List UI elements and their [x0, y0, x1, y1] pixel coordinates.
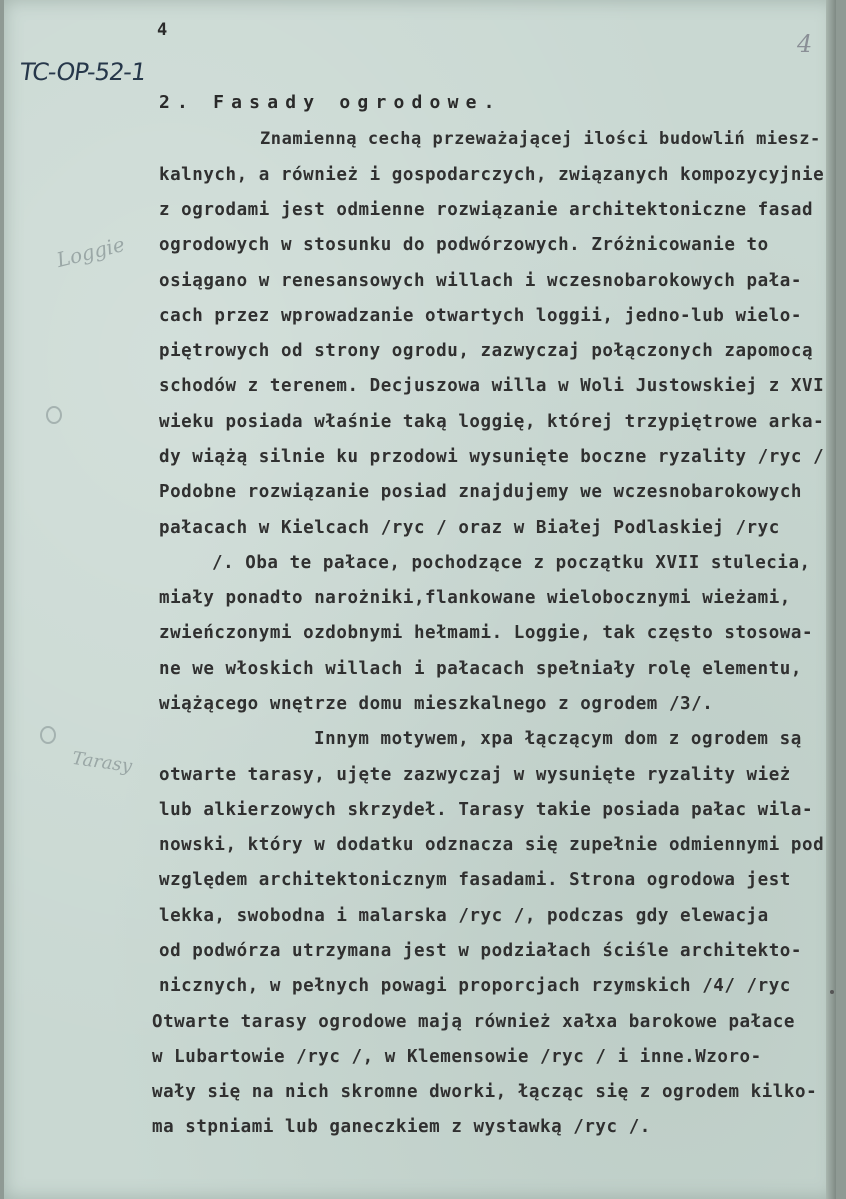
margin-circle-mark — [46, 406, 62, 424]
text-line: osiągano w renesansowych willach i wczesnobarokowych pała- — [159, 271, 802, 291]
text-line: Znamienną cechą przeważającej ilości budowliń miesz- — [260, 129, 821, 149]
text-line: lekka, swobodna i malarska /ryc /, podczas gdy elewacja — [159, 906, 769, 926]
text-line: w Lubartowie /ryc /, w Klemensowie /ryc / i inne.Wzoro- — [152, 1047, 762, 1067]
text-line: wiążącego wnętrze domu mieszkalnego z ogrodem /3/. — [159, 694, 714, 714]
margin-dot — [830, 990, 834, 994]
text-line: cach przez wprowadzanie otwartych loggii, jedno-lub wielo- — [159, 306, 802, 326]
text-line: Otwarte tarasy ogrodowe mają również xałxa barokowe pałace — [152, 1012, 795, 1032]
margin-note-tarasy: Tarasy — [70, 747, 134, 778]
text-line: /. Oba te pałace, pochodzące z początku XVII stulecia, — [212, 553, 811, 573]
margin-circle-mark — [40, 726, 56, 744]
text-line: z ogrodami jest odmienne rozwiązanie architektoniczne fasad — [159, 200, 814, 220]
text-line: Podobne rozwiązanie posiad znajdujemy we wczesnobarokowych — [159, 482, 802, 502]
folio-number: 4 — [797, 30, 813, 58]
text-line: schodów z terenem. Decjuszowa willa w Woli Justowskiej z XVI — [159, 376, 825, 396]
text-line: wieku posiada właśnie taką loggię, której trzypiętrowe arka- — [159, 412, 825, 432]
text-line: ogrodowych w stosunku do podwórzowych. Zróżnicowanie to — [159, 235, 769, 255]
page-edge-shadow — [826, 0, 836, 1199]
text-line: dy wiążą silnie ku przodowi wysunięte boczne ryzality /ryc / — [159, 447, 825, 467]
text-line: nowski, który w dodatku odznacza się zupełnie odmiennymi pod — [159, 835, 825, 855]
text-line: wały się na nich skromne dworki, łącząc się z ogrodem kilko- — [152, 1082, 818, 1102]
text-line: lub alkierzowych skrzydeł. Tarasy takie posiada pałac wila- — [159, 800, 814, 820]
text-line: ma stpniami lub ganeczkiem z wystawką /ryc /. — [152, 1117, 651, 1137]
text-line: Innym motywem, xpa łączącym dom z ogrodem są — [314, 729, 802, 749]
text-line: otwarte tarasy, ujęte zazwyczaj w wysunięte ryzality wież — [159, 765, 791, 785]
text-line: pałacach w Kielcach /ryc / oraz w Białej Podlaskiej /ryc — [159, 518, 780, 538]
archive-reference-stamp: TC-OP-52-1 — [18, 58, 148, 86]
text-line: względem architektonicznym fasadami. Strona ogrodowa jest — [159, 870, 791, 890]
margin-note-loggie: Loggie — [54, 231, 128, 273]
section-heading: 2. Fasady ogrodowe. — [159, 92, 502, 113]
document-page — [4, 0, 836, 1199]
text-line: kalnych, a również i gospodarczych, związanych kompozycyjnie — [159, 165, 825, 185]
text-line: zwieńczonymi ozdobnymi hełmami. Loggie, tak często stosowa- — [159, 623, 814, 643]
text-line: ne we włoskich willach i pałacach spełniały rolę elementu, — [159, 659, 802, 679]
page-number: 4 — [157, 20, 168, 40]
text-line: od podwórza utrzymana jest w podziałach ściśle architekto- — [159, 941, 802, 961]
text-line: miały ponadto narożniki,flankowane wielobocznymi wieżami, — [159, 588, 791, 608]
text-line: piętrowych od strony ogrodu, zazwyczaj połączonych zapomocą — [159, 341, 814, 361]
text-line: nicznych, w pełnych powagi proporcjach rzymskich /4/ /ryc — [159, 976, 791, 996]
